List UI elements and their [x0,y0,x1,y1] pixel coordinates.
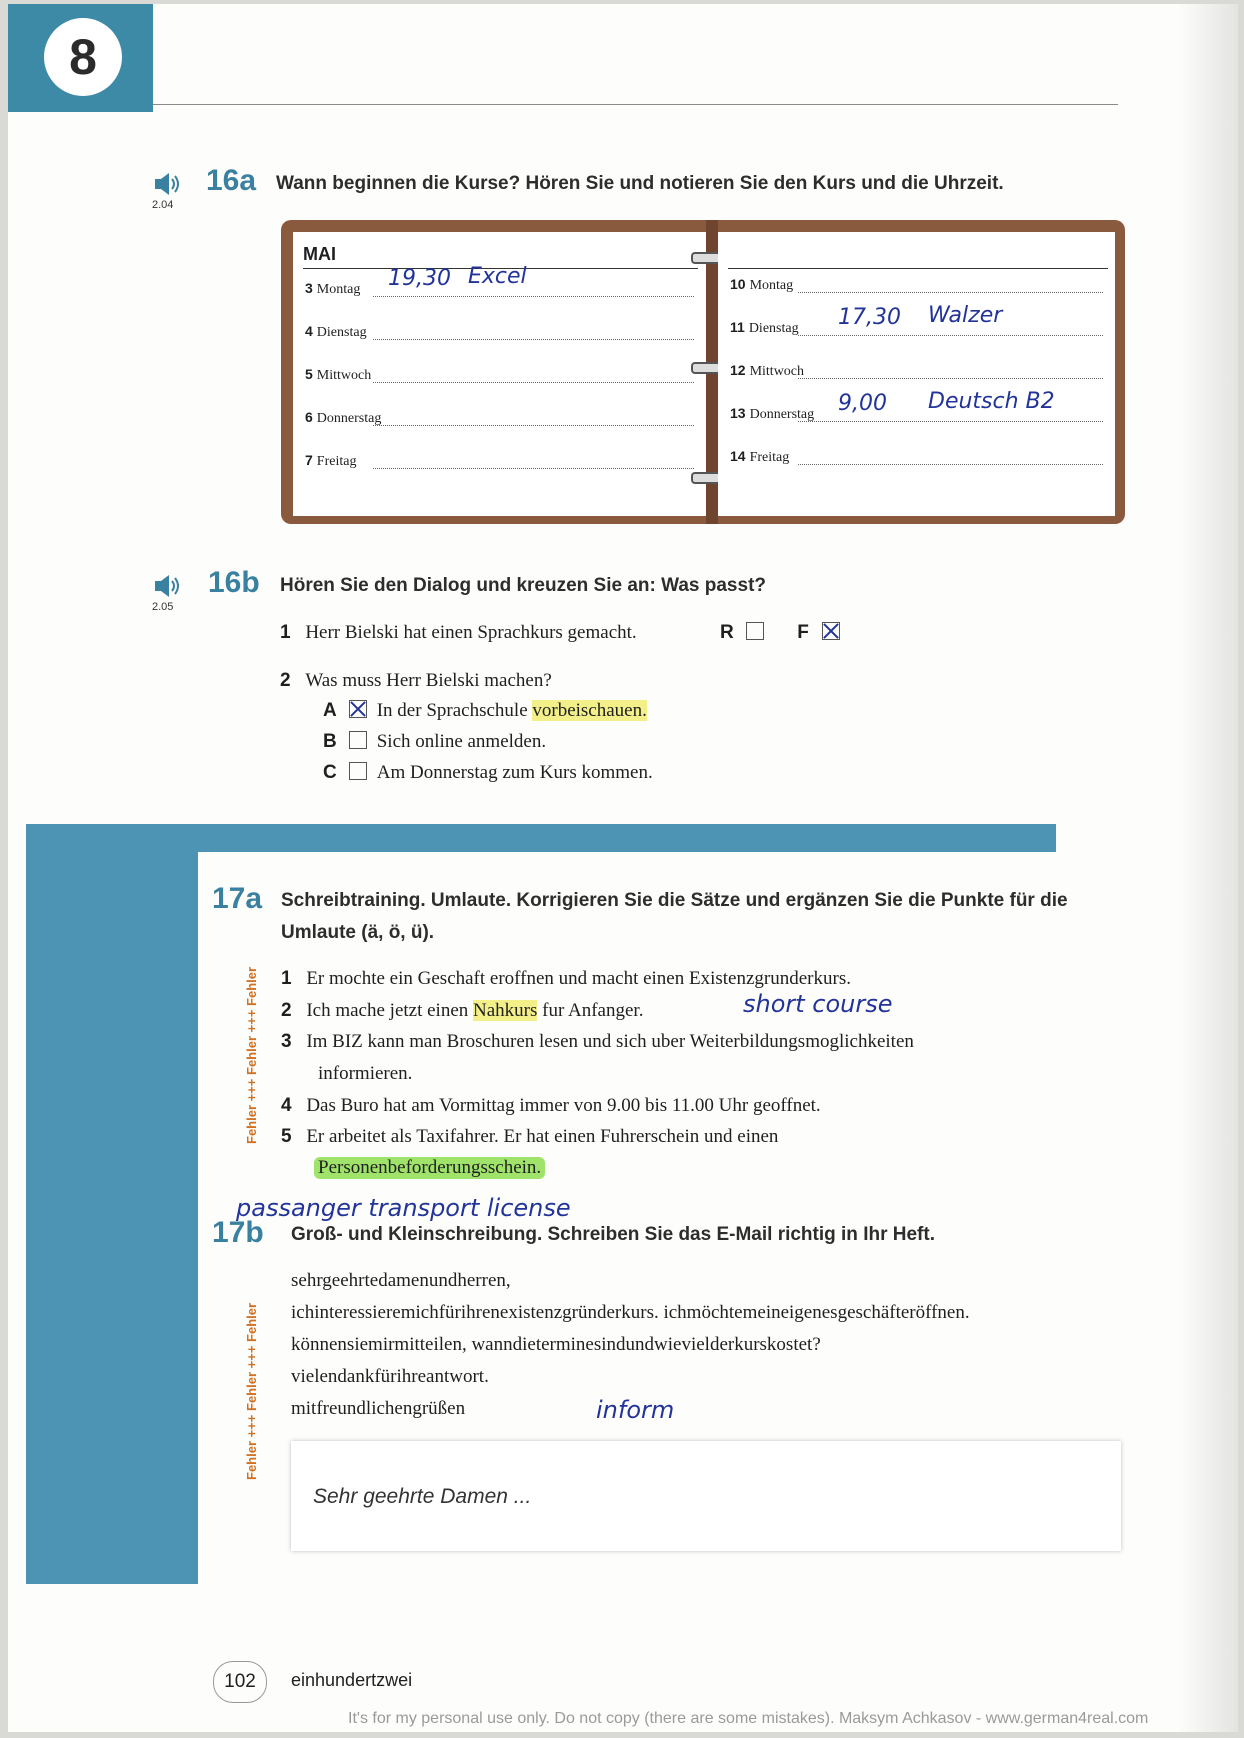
highlighted-word: vorbeischauen. [532,700,647,721]
question-number: 1 [280,622,291,643]
exercise-title: Wann beginnen die Kurse? Hören Sie und notieren Sie den Kurs und die Uhrzeit. [276,173,1004,194]
f-checkbox[interactable] [822,622,840,640]
speaker-icon [153,574,183,598]
day-name: Dienstag [748,321,799,336]
header-rule [153,104,1118,105]
fehler-label: Fehler +++ Fehler +++ Fehler [244,966,259,1144]
day-row [730,276,793,294]
month-rule [728,268,1108,269]
watermark: It's for my personal use only. Do not copy (there are some mistakes). Maksym Achkasov - www.german4real.com [348,1710,1149,1727]
handwritten-course: Excel [468,264,527,289]
question-text: Was muss Herr Bielski machen? [305,670,552,691]
day-line [798,335,1103,336]
day-number: 14 [730,448,746,464]
day-line [798,464,1103,465]
diary-right-page [718,232,1115,516]
diary-left-page [293,232,706,516]
textbook-page [8,4,1238,1732]
exercise-number: 16a [206,164,257,197]
exercise-number: 16b [208,566,260,599]
exercise-title-line-1: Schreibtraining. Umlaute. Korrigieren Sie die Sätze und ergänzen Sie die Punkte für die [281,890,1068,911]
sentence-5 [281,1126,778,1148]
day-name: Freitag [316,454,357,469]
day-number: 4 [305,323,313,339]
sentence-3 [281,1031,914,1053]
email-line: ichinteressieremichfürihrenexistenzgründerkurs. ichmöchtemeineigenesgeschäfteröffnen. [291,1302,970,1323]
sentence-text: Er arbeitet als Taxifahrer. Er hat einen Fuhrerschein und einen [306,1126,779,1147]
day-line [798,292,1103,293]
page-number: 102 [213,1661,267,1703]
day-number: 7 [305,452,313,468]
day-name: Mittwoch [749,364,805,379]
day-row [730,319,799,337]
handwritten-course: Walzer [928,303,1003,328]
month-label: MAI [303,244,336,264]
day-number: 3 [305,280,313,296]
fehler-label: Fehler +++ Fehler +++ Fehler [244,1302,259,1480]
diary [281,220,1125,524]
true-false-choice [720,622,840,644]
day-row [305,280,360,298]
day-line [373,468,694,469]
answer-option [323,700,647,722]
speaker-icon [153,172,183,196]
answer-option [323,762,653,784]
question-number: 2 [280,670,291,691]
question-text: Herr Bielski hat einen Sprachkurs gemacht. [305,622,637,643]
day-row [305,366,371,384]
f-label: F [797,622,809,643]
handwritten-time: 17,30 [838,305,901,330]
question-1 [280,622,637,644]
sentence-number: 3 [281,1031,292,1052]
day-name: Mittwoch [316,368,372,383]
question-2 [280,670,552,692]
handwritten-course: Deutsch B2 [928,389,1055,414]
day-number: 5 [305,366,313,382]
sentence-number: 1 [281,968,292,989]
day-number: 11 [730,319,745,335]
day-number: 6 [305,409,313,425]
day-name: Donnerstag [316,411,382,426]
handwritten-time: 19,30 [388,266,451,291]
option-text: In der Sprachschule [376,700,533,721]
day-row [305,323,367,341]
r-checkbox[interactable] [746,622,764,640]
exercise-title-line-2: Umlaute (ä, ö, ü). [281,922,435,943]
highlighted-word: Personenbeforderungsschein. [314,1157,545,1179]
sentence-number: 2 [281,1000,292,1021]
exercise-number: 17b [212,1216,264,1249]
answer-box[interactable] [291,1441,1121,1551]
audio-track: 2.05 [152,601,174,613]
exercise-title: Groß- und Kleinschreibung. Schreiben Sie das E-Mail richtig in Ihr Heft. [291,1224,935,1245]
sentence-number: 5 [281,1126,292,1147]
day-line [373,296,694,297]
page-number-word: einhundertzwei [291,1670,413,1690]
exercise-number: 17a [212,882,263,915]
handwritten-time: 9,00 [838,391,887,416]
day-name: Freitag [749,450,790,465]
option-checkbox[interactable] [349,731,367,749]
exercise-title: Hören Sie den Dialog und kreuzen Sie an: Was passt? [280,575,767,596]
handwritten-note: passanger transport license [236,1194,571,1222]
sentence-text: fur Anfanger. [537,1000,644,1021]
option-checkbox[interactable] [349,700,367,718]
day-name: Montag [316,282,361,297]
option-text: Am Donnerstag zum Kurs kommen. [376,762,653,783]
sentence-1 [281,968,851,990]
day-row [305,409,381,427]
day-name: Montag [749,278,794,293]
day-line [798,421,1103,422]
option-checkbox[interactable] [349,762,367,780]
handwritten-note: short course [743,990,893,1018]
page-shadow [1178,4,1238,1732]
day-line [798,378,1103,379]
email-line: vielendankfürihreantwort. [291,1366,489,1387]
sentence-4 [281,1095,821,1117]
answer-option [323,731,546,753]
sentence-number: 4 [281,1095,292,1116]
day-line [373,382,694,383]
day-line [373,339,694,340]
section-side-band [26,824,198,1584]
sentence-text: Das Buro hat am Vormittag immer von 9.00 bis 11.00 Uhr geoffnet. [306,1095,821,1116]
sentence-text: Im BIZ kann man Broschuren lesen und sich uber Weiterbildungsmoglichkeiten [306,1031,914,1052]
day-row [730,448,789,466]
email-line: sehrgeehrtedamenundherren, [291,1270,511,1291]
r-label: R [720,622,734,643]
day-row [305,452,356,470]
option-letter: C [323,762,337,783]
day-line [373,425,694,426]
audio-track: 2.04 [152,199,174,211]
sentence-text: Ich mache jetzt einen [306,1000,474,1021]
day-number: 12 [730,362,746,378]
day-name: Donnerstag [749,407,815,422]
highlighted-word: Nahkurs [473,1000,538,1021]
sentence-3-continued: informieren. [318,1063,413,1084]
sentence-text: Er mochte ein Geschaft eroffnen und macht einen Existenzgrunderkurs. [306,968,851,989]
sentence-2 [281,1000,643,1022]
day-row [730,362,804,380]
option-letter: A [323,700,337,721]
day-number: 13 [730,405,746,421]
email-line: mitfreundlichengrüßen [291,1398,466,1419]
handwritten-note: inform [596,1396,675,1424]
day-number: 10 [730,276,746,292]
option-text: Sich online anmelden. [376,731,547,752]
answer-start: Sehr geehrte Damen ... [313,1485,532,1508]
email-line: könnensiemirmitteilen, wanndieterminesindundwievielderkurskostet? [291,1334,821,1355]
option-letter: B [323,731,337,752]
chapter-number: 8 [44,18,122,96]
day-name: Dienstag [316,325,367,340]
